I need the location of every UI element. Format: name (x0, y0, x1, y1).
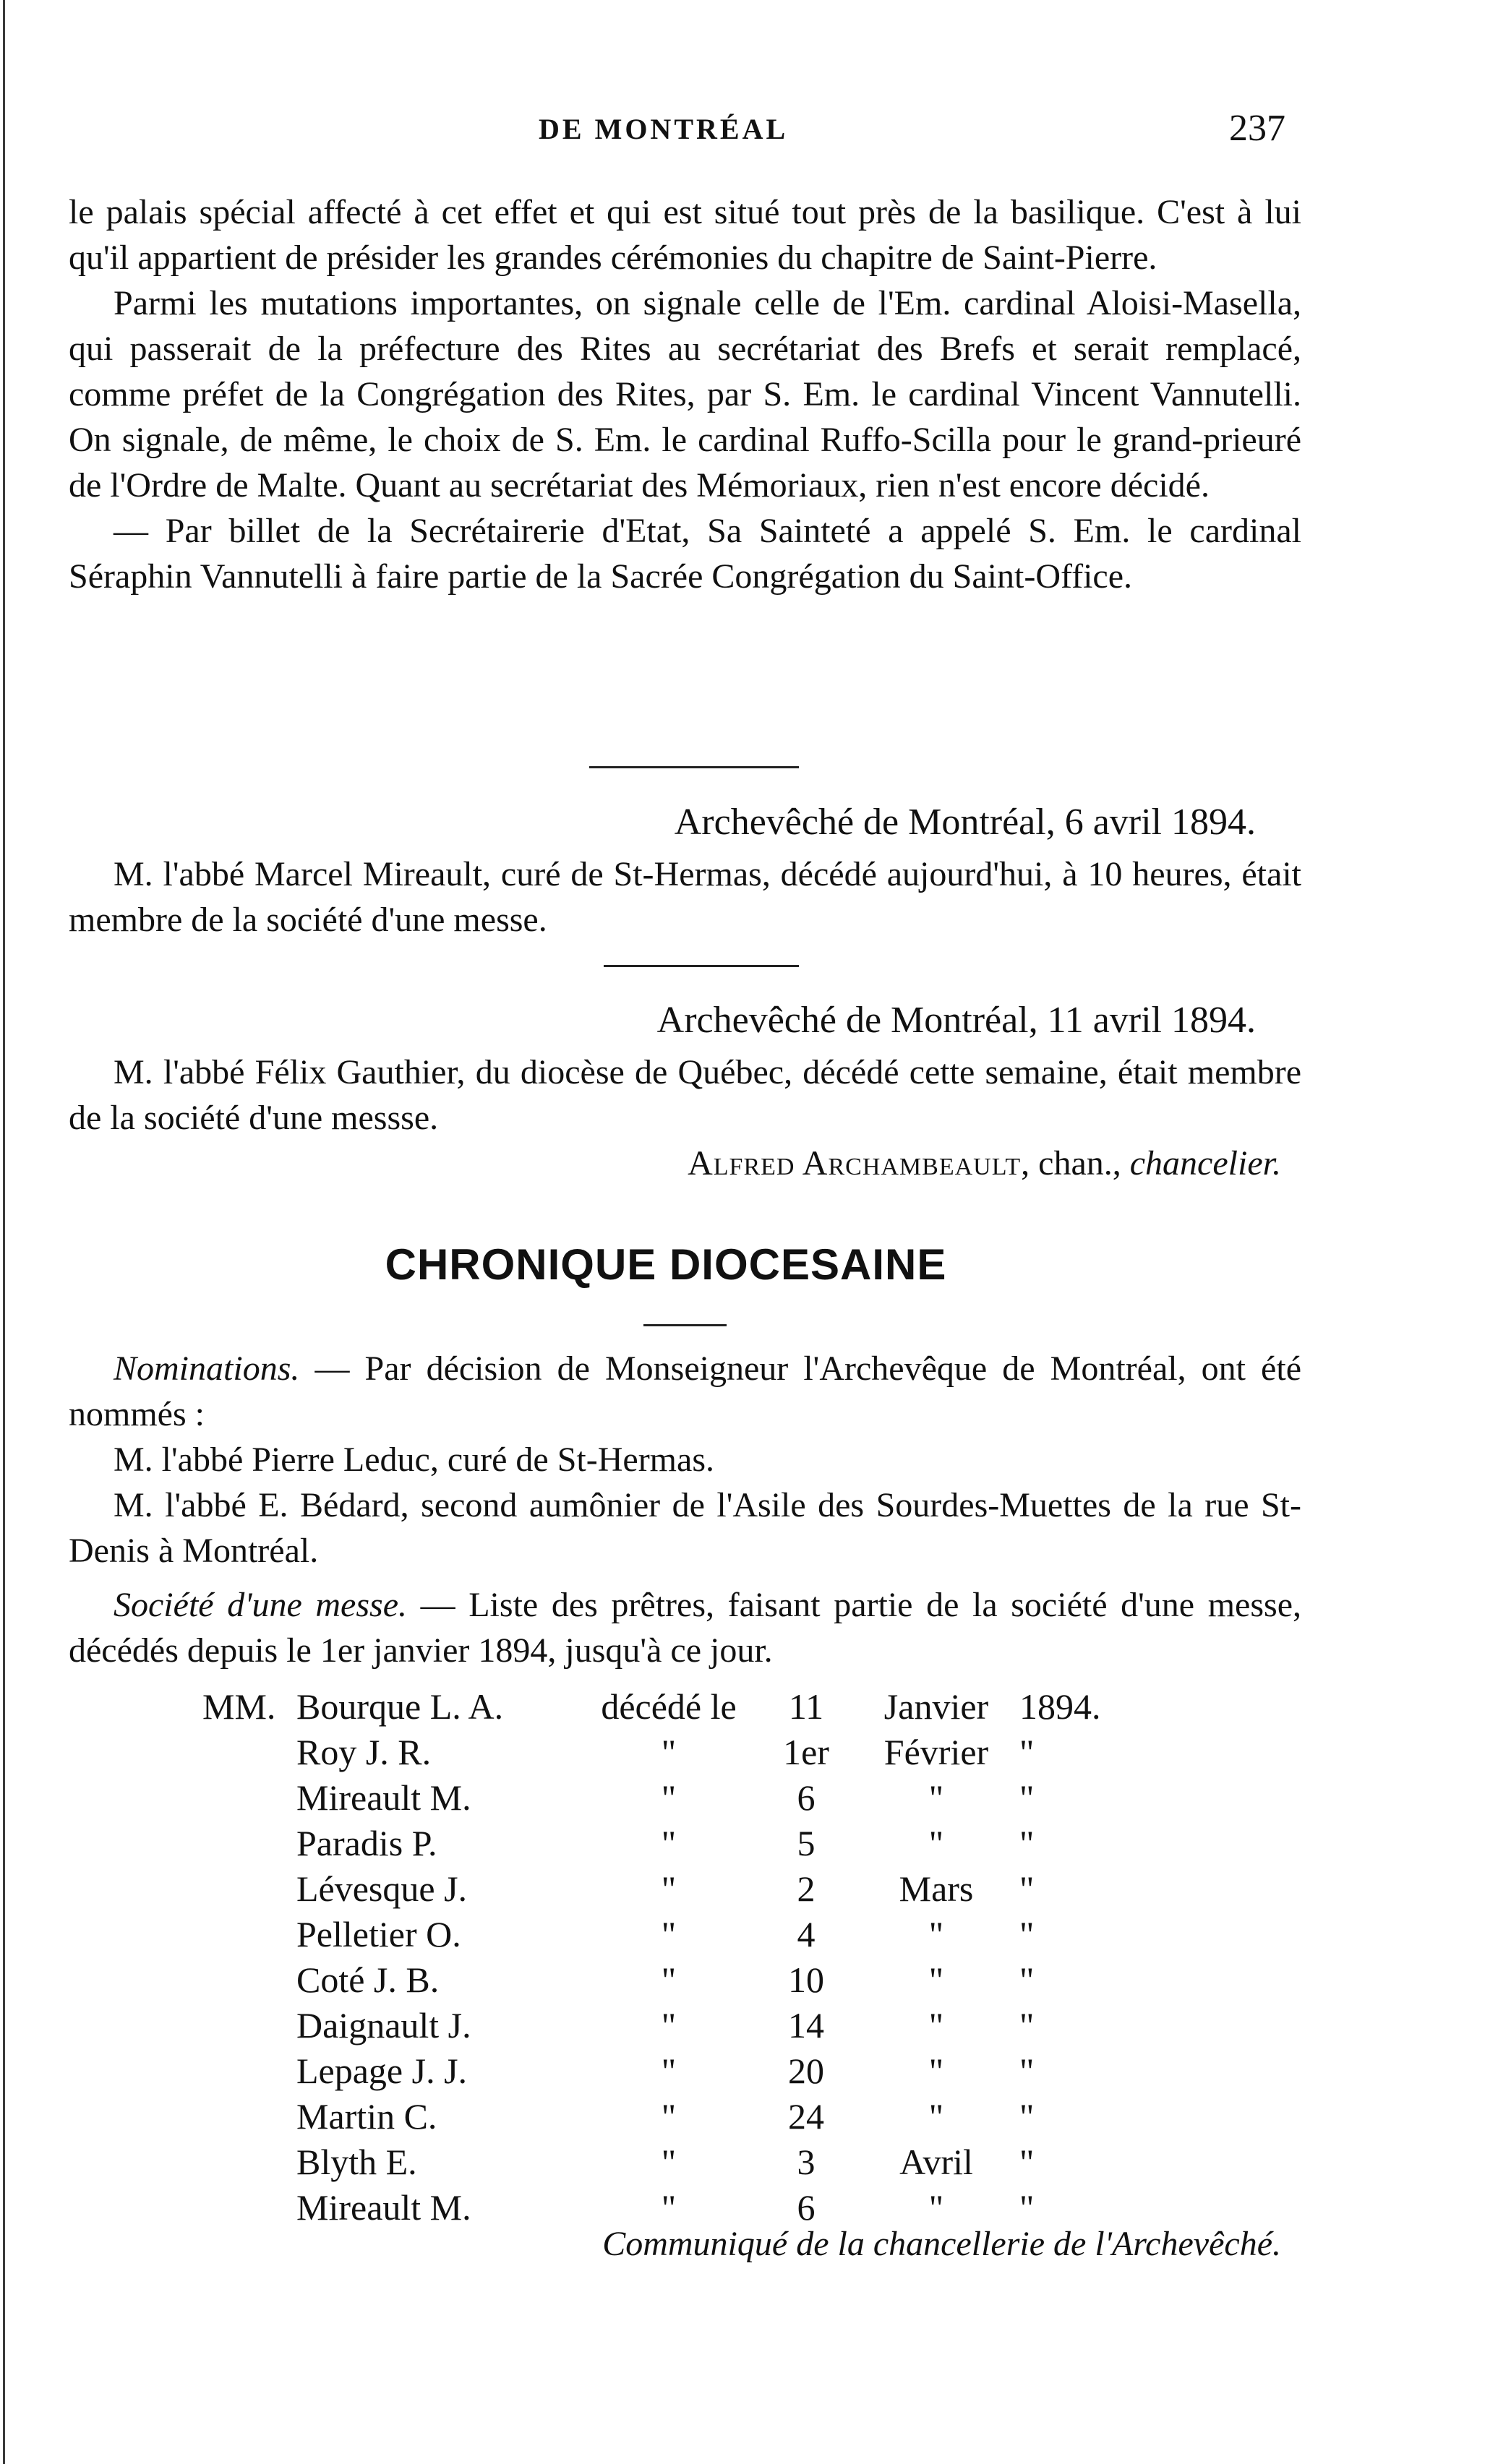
nominations-block (69, 1346, 1301, 1673)
paragraph: Parmi les mutations importantes, on signale celle de l'Em. cardinal Aloisi-Masella, qui passerait de la préfecture des Rites au secrétariat des Brefs et serait remplacé, comme préfet de la Congrégation des Rites, par S. Em. le cardinal Vincent Vannutelli. On signale, de même, le choix de S. Em. le cardinal Ruffo-Scilla pour le grand-prieuré de l'Ordre de Malte. Quant au secrétariat des Mémoriaux, rien n'est encore décidé. (69, 284, 1301, 505)
col-prefix (202, 1730, 296, 1775)
col-month: Février (883, 1732, 989, 1772)
table-row (202, 1821, 1101, 1866)
col-year: " (1019, 1732, 1035, 1772)
col-decede: " (661, 2142, 677, 2182)
col-decede: " (661, 2005, 677, 2046)
col-prefix: MM. (202, 1686, 276, 1727)
dateline: Archevêché de Montréal, 6 avril 1894. (674, 802, 1256, 843)
section-heading-text: CHRONIQUE DIOCESAINE (385, 1240, 947, 1289)
col-decede: " (661, 2051, 677, 2091)
paragraph: M. l'abbé Marcel Mireault, curé de St-Hermas, décédé aujourd'hui, à 10 heures, était membre de la société d'une messe. (69, 855, 1301, 939)
table-row (202, 2048, 1101, 2094)
col-day: 4 (797, 1914, 816, 1954)
col-month: " (928, 1777, 944, 1818)
col-name: Pelletier O. (296, 1914, 461, 1954)
table-row (202, 2139, 1101, 2185)
col-prefix (202, 2185, 296, 2231)
col-prefix (202, 1912, 296, 1957)
paragraph: le palais spécial affecté à cet effet et qui est situé tout près de la basilique. C'est à lui qu'il appartient de présider les grandes cérémonies du chapitre de Saint-Pierre. (69, 193, 1301, 277)
nomination-item: M. l'abbé E. Bédard, second aumônier de l'Asile des Sourdes-Muettes de la rue St-Denis à Montréal. (69, 1486, 1301, 1570)
signature-name: Alfred Archambeault (688, 1144, 1022, 1182)
col-prefix (202, 2003, 296, 2048)
paragraph (69, 1346, 1301, 1437)
col-prefix (202, 2048, 296, 2094)
notice-text (69, 1049, 1301, 1141)
col-day: 1er (783, 1732, 829, 1772)
section-rule (643, 1324, 727, 1326)
table-row (202, 1775, 1101, 1821)
col-day: 10 (788, 1959, 824, 2000)
col-day: 6 (797, 2187, 816, 2228)
col-decede: " (661, 1914, 677, 1954)
col-name: Lepage J. J. (296, 2051, 468, 2091)
col-prefix (202, 1957, 296, 2003)
col-name: Lévesque J. (296, 1868, 468, 1909)
col-month: " (928, 2096, 944, 2137)
col-month: " (928, 1914, 944, 1954)
paragraph (69, 1582, 1301, 1673)
table-row (202, 1957, 1101, 2003)
nomination-item: M. l'abbé Pierre Leduc, curé de St-Hermas. (114, 1441, 714, 1479)
col-year: " (1019, 1777, 1035, 1818)
col-month: " (928, 2187, 944, 2228)
deaths-table-body (202, 1684, 1101, 2231)
paragraph: — Par billet de la Secrétairerie d'Etat, Sa Sainteté a appelé S. Em. le cardinal Séraphin Vannutelli à faire partie de la Sacrée Congrégation du Saint-Office. (69, 512, 1301, 596)
col-year: " (1019, 1914, 1035, 1954)
col-prefix (202, 1866, 296, 1912)
nominations-label: Nominations. (114, 1349, 300, 1388)
col-decede: " (661, 2187, 677, 2228)
col-year: " (1019, 2005, 1035, 2046)
col-decede: " (661, 2096, 677, 2137)
table-row (202, 2094, 1101, 2139)
col-year: " (1019, 1868, 1035, 1909)
col-prefix (202, 2094, 296, 2139)
col-year: " (1019, 2187, 1035, 2228)
col-year: " (1019, 1959, 1035, 2000)
table-row (202, 1866, 1101, 1912)
col-prefix (202, 2139, 296, 2185)
col-month: " (928, 1823, 944, 1863)
col-name: Mireault M. (296, 1777, 471, 1818)
col-name: Coté J. B. (296, 1959, 440, 2000)
signature (688, 1143, 1281, 1183)
societe-intro: — Liste des prêtres, faisant partie de la société d'une messe, décédés depuis le 1er janvier 1894, jusqu'à ce jour. (69, 1586, 1301, 1670)
col-name: Daignault J. (296, 2005, 471, 2046)
col-day: 5 (797, 1823, 816, 1863)
col-day: 6 (797, 1777, 816, 1818)
table-row (202, 1730, 1101, 1775)
col-decede: décédé le (601, 1686, 737, 1727)
col-day: 11 (788, 1686, 824, 1727)
section-rule (604, 965, 799, 967)
col-decede: " (661, 1777, 677, 1818)
dateline: Archevêché de Montréal, 11 avril 1894. (656, 1000, 1256, 1041)
col-prefix (202, 1821, 296, 1866)
table-row (202, 1912, 1101, 1957)
section-rule (589, 766, 799, 768)
col-month: Mars (899, 1868, 974, 1909)
col-name: Roy J. R. (296, 1732, 432, 1772)
nominations-intro: — Par décision de Monseigneur l'Archevêque de Montréal, ont été nommés : (69, 1349, 1301, 1433)
col-year: 1894. (1019, 1686, 1101, 1727)
col-decede: " (661, 1732, 677, 1772)
col-name: Martin C. (296, 2096, 437, 2137)
col-day: 14 (788, 2005, 824, 2046)
paragraph: M. l'abbé Félix Gauthier, du diocèse de Québec, décédé cette semaine, était membre de la société d'une messse. (69, 1053, 1301, 1137)
col-month: Avril (899, 2142, 973, 2182)
col-year: " (1019, 2096, 1035, 2137)
col-day: 2 (797, 1868, 816, 1909)
col-name: Blyth E. (296, 2142, 417, 2182)
deaths-table (202, 1684, 1101, 2231)
col-month: " (928, 2051, 944, 2091)
col-month: " (928, 1959, 944, 2000)
signature-rest: , chan., (1021, 1144, 1130, 1182)
col-day: 20 (788, 2051, 824, 2091)
notice-text (69, 851, 1301, 943)
col-prefix (202, 1775, 296, 1821)
body-text-top (69, 189, 1301, 599)
col-day: 24 (788, 2096, 824, 2137)
col-name: Paradis P. (296, 1823, 437, 1863)
table-row (202, 1684, 1101, 1730)
col-year: " (1019, 2051, 1035, 2091)
societe-label: Société d'une messe. (114, 1586, 408, 1624)
page-edge-line (3, 0, 5, 2464)
col-month: " (928, 2005, 944, 2046)
running-head: DE MONTRÉAL (539, 113, 789, 145)
page-number: 237 (1229, 108, 1285, 149)
col-decede: " (661, 1868, 677, 1909)
col-decede: " (661, 1959, 677, 2000)
col-decede: " (661, 1823, 677, 1863)
col-name: Bourque L. A. (296, 1686, 504, 1727)
signature-title: chancelier. (1129, 1144, 1281, 1182)
table-row (202, 2003, 1101, 2048)
col-year: " (1019, 2142, 1035, 2182)
col-day: 3 (797, 2142, 816, 2182)
col-name: Mireault M. (296, 2187, 471, 2228)
col-month: Janvier (883, 1686, 989, 1727)
section-heading (0, 1240, 1498, 1289)
col-year: " (1019, 1823, 1035, 1863)
credit-line: Communiqué de la chancellerie de l'Archevêché. (602, 2225, 1281, 2263)
